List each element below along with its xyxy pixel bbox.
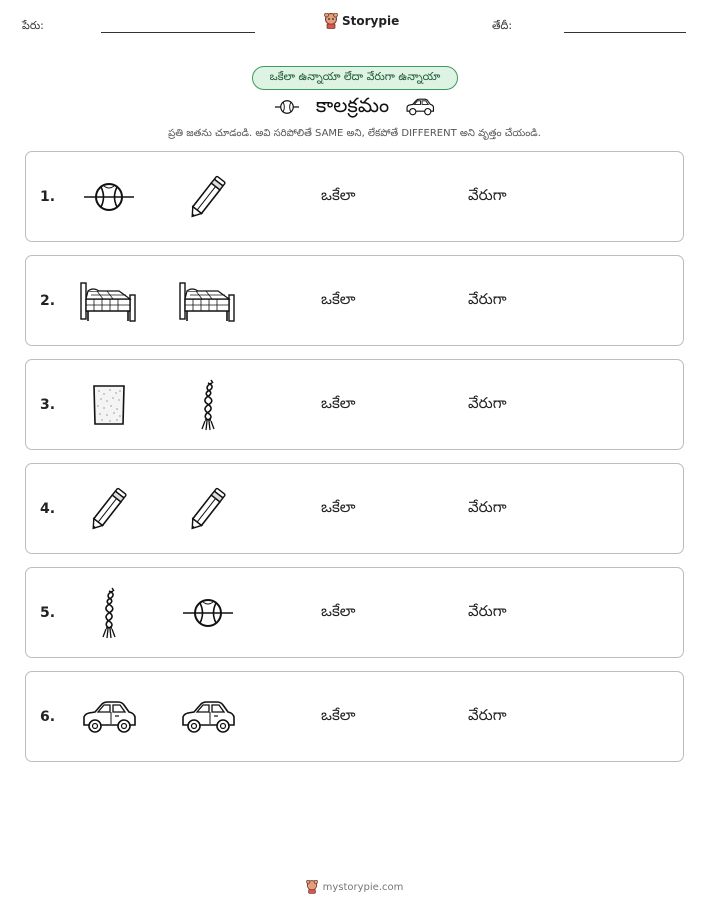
car-icon — [173, 672, 243, 761]
question-row — [25, 255, 684, 346]
option-same[interactable]: ఒకేలా — [321, 497, 356, 516]
car-icon — [74, 672, 144, 761]
question-number: 6. — [40, 708, 56, 725]
question-row — [25, 671, 684, 762]
bread-icon — [74, 360, 144, 449]
storypie-mascot-icon — [324, 13, 338, 29]
option-different[interactable]: వేరుగా — [468, 185, 507, 204]
option-different[interactable]: వేరుగా — [468, 393, 507, 412]
question-row — [25, 151, 684, 242]
question-number: 5. — [40, 604, 56, 621]
option-same[interactable]: ఒకేలా — [321, 601, 356, 620]
pencil-icon — [173, 464, 243, 553]
option-different[interactable]: వేరుగా — [468, 497, 507, 516]
option-same[interactable]: ఒకేలా — [321, 289, 356, 308]
storypie-mascot-icon — [306, 880, 318, 894]
bed-icon — [74, 256, 144, 345]
car-icon — [405, 96, 435, 118]
question-row — [25, 567, 684, 658]
question-number: 1. — [40, 188, 56, 205]
name-field[interactable] — [101, 32, 255, 33]
ball-icon — [274, 97, 300, 117]
question-number: 2. — [40, 292, 56, 309]
question-row — [25, 463, 684, 554]
footer — [0, 880, 709, 894]
name-label: పేరు: — [22, 19, 44, 32]
date-field[interactable] — [564, 32, 686, 33]
braid-icon — [74, 568, 144, 657]
page-title: కాలక్రమం — [315, 92, 390, 117]
ball-icon — [74, 152, 144, 241]
option-different[interactable]: వేరుగా — [468, 601, 507, 620]
question-row — [25, 359, 684, 450]
footer-url: mystorypie.com — [322, 881, 404, 893]
title-row — [0, 92, 709, 122]
option-different[interactable]: వేరుగా — [468, 289, 507, 308]
topic-pill: ఒకేలా ఉన్నాయా లేదా వేరుగా ఉన్నాయా — [252, 66, 458, 90]
brand-logo — [324, 13, 399, 29]
date-label: తేదీ: — [492, 19, 513, 32]
pencil-icon — [74, 464, 144, 553]
question-number: 4. — [40, 500, 56, 517]
brand-name: Storypie — [342, 14, 400, 28]
option-same[interactable]: ఒకేలా — [321, 185, 356, 204]
option-different[interactable]: వేరుగా — [468, 705, 507, 724]
instructions: ప్రతి జతను చూడండి. అవి సరిపోలితే SAME అని, లేకపోతే DIFFERENT అని వృత్తం చేయండి. — [168, 128, 541, 139]
braid-icon — [173, 360, 243, 449]
ball-icon — [173, 568, 243, 657]
option-same[interactable]: ఒకేలా — [321, 393, 356, 412]
bed-icon — [173, 256, 243, 345]
question-number: 3. — [40, 396, 56, 413]
pencil-icon — [173, 152, 243, 241]
option-same[interactable]: ఒకేలా — [321, 705, 356, 724]
